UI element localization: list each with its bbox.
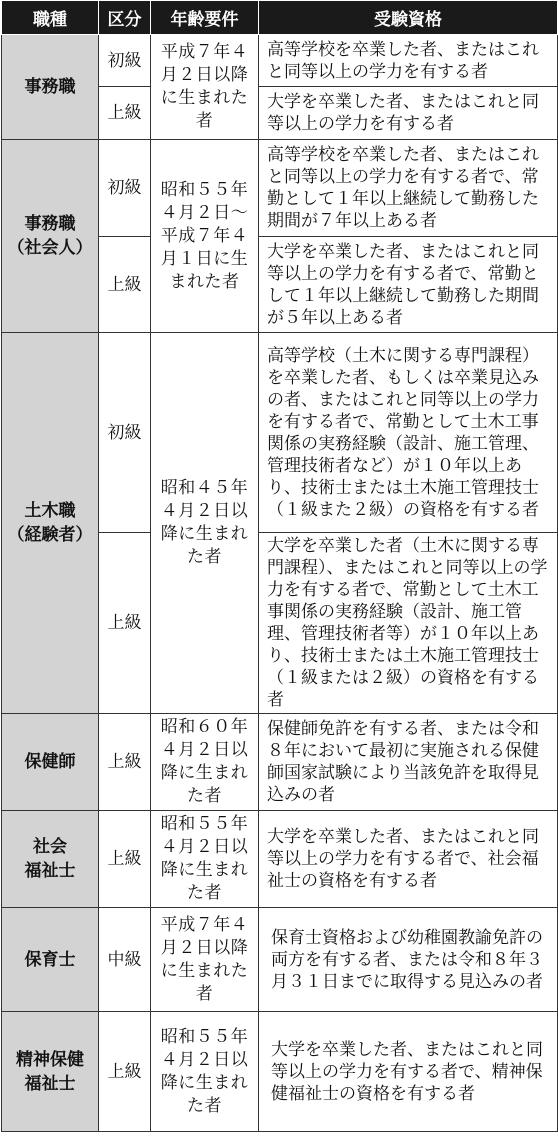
qualification-cell: 大学を卒業した者、またはこれと同等以上の学力を有する者で、常勤として１年以上継続して勤務した期間が５年以上ある者 xyxy=(259,237,558,333)
job-name: 精神保健 福祉士 xyxy=(2,1012,99,1132)
job-name: 土木職 （経験者） xyxy=(2,333,99,714)
age-requirement: 昭和６０年４月２日以降に生まれた者 xyxy=(151,714,259,811)
age-requirement: 昭和５５年４月２日以降に生まれた者 xyxy=(151,1012,259,1132)
table-row xyxy=(2,333,558,533)
header-row xyxy=(2,1,558,35)
qualification-cell: 大学を卒業した者、またはこれと同等以上の学力を有する者 xyxy=(259,87,558,140)
class-cell: 上級 xyxy=(99,87,151,140)
header-qualification: 受験資格 xyxy=(259,1,558,35)
table-row xyxy=(2,140,558,237)
class-cell: 上級 xyxy=(99,1012,151,1132)
class-cell: 上級 xyxy=(99,811,151,908)
header-job: 職種 xyxy=(2,1,99,35)
job-name: 事務職 （社会人） xyxy=(2,140,99,333)
age-requirement: 平成７年４月２日以降に生まれた者 xyxy=(151,908,259,1012)
job-name: 保育士 xyxy=(2,908,99,1012)
class-cell: 初級 xyxy=(99,35,151,87)
qualification-cell: 保育士資格および幼稚園教諭免許の両方を有する者、または令和８年３月３１日までに取得する見込みの者 xyxy=(259,908,558,1012)
header-class: 区分 xyxy=(99,1,151,35)
table-row xyxy=(2,1012,558,1132)
class-cell: 中級 xyxy=(99,908,151,1012)
qualification-cell: 大学を卒業した者（土木に関する専門課程）、またはこれと同等以上の学力を有する者で、常勤として土木工事関係の実務経験（設計、施工管理、管理技術者等）が１０年以上あり、技術士または土木施工管理技士（１級または２級）の資格を有する者 xyxy=(259,533,558,714)
table-row xyxy=(2,811,558,908)
age-requirement: 昭和５５年４月２日以降に生まれた者 xyxy=(151,811,259,908)
qualification-cell: 保健師免許を有する者、または令和８年において最初に実施される保健師国家試験により当該免許を取得見込みの者 xyxy=(259,714,558,811)
qualification-cell: 高等学校（土木に関する専門課程）を卒業した者、もしくは卒業見込みの者、またはこれと同等以上の学力を有する者で、常勤として土木工事関係の実務経験（設計、施工管理、管理技術者など）が１０年以上あり、技術士または土木施工管理技士（１級また２級）の資格を有する者 xyxy=(259,333,558,533)
qualification-cell: 大学を卒業した者、またはこれと同等以上の学力を有する者で、精神保健福祉士の資格を有する者 xyxy=(259,1012,558,1132)
age-requirement: 平成７年４月２日以降に生まれた者 xyxy=(151,35,259,140)
class-cell: 上級 xyxy=(99,533,151,714)
header-age: 年齢要件 xyxy=(151,1,259,35)
qualification-cell: 大学を卒業した者、またはこれと同等以上の学力を有する者で、社会福祉士の資格を有する者 xyxy=(259,811,558,908)
qualification-cell: 高等学校を卒業した者、またはこれと同等以上の学力を有する者 xyxy=(259,35,558,87)
age-requirement: 昭和５５年４月２日～平成７年４月１日に生まれた者 xyxy=(151,140,259,333)
class-cell: 上級 xyxy=(99,237,151,333)
table-row xyxy=(2,35,558,87)
class-cell: 初級 xyxy=(99,140,151,237)
class-cell: 初級 xyxy=(99,333,151,533)
class-cell: 上級 xyxy=(99,714,151,811)
job-name: 事務職 xyxy=(2,35,99,140)
table-row xyxy=(2,714,558,811)
job-name: 社会 福祉士 xyxy=(2,811,99,908)
age-requirement: 昭和４５年４月２日以降に生まれた者 xyxy=(151,333,259,714)
qualification-table xyxy=(1,1,558,1132)
qualification-cell: 高等学校を卒業した者、またはこれと同等以上の学力を有する者で、常勤として１年以上継続して勤務した期間が７年以上ある者 xyxy=(259,140,558,237)
job-name: 保健師 xyxy=(2,714,99,811)
table-row xyxy=(2,908,558,1012)
